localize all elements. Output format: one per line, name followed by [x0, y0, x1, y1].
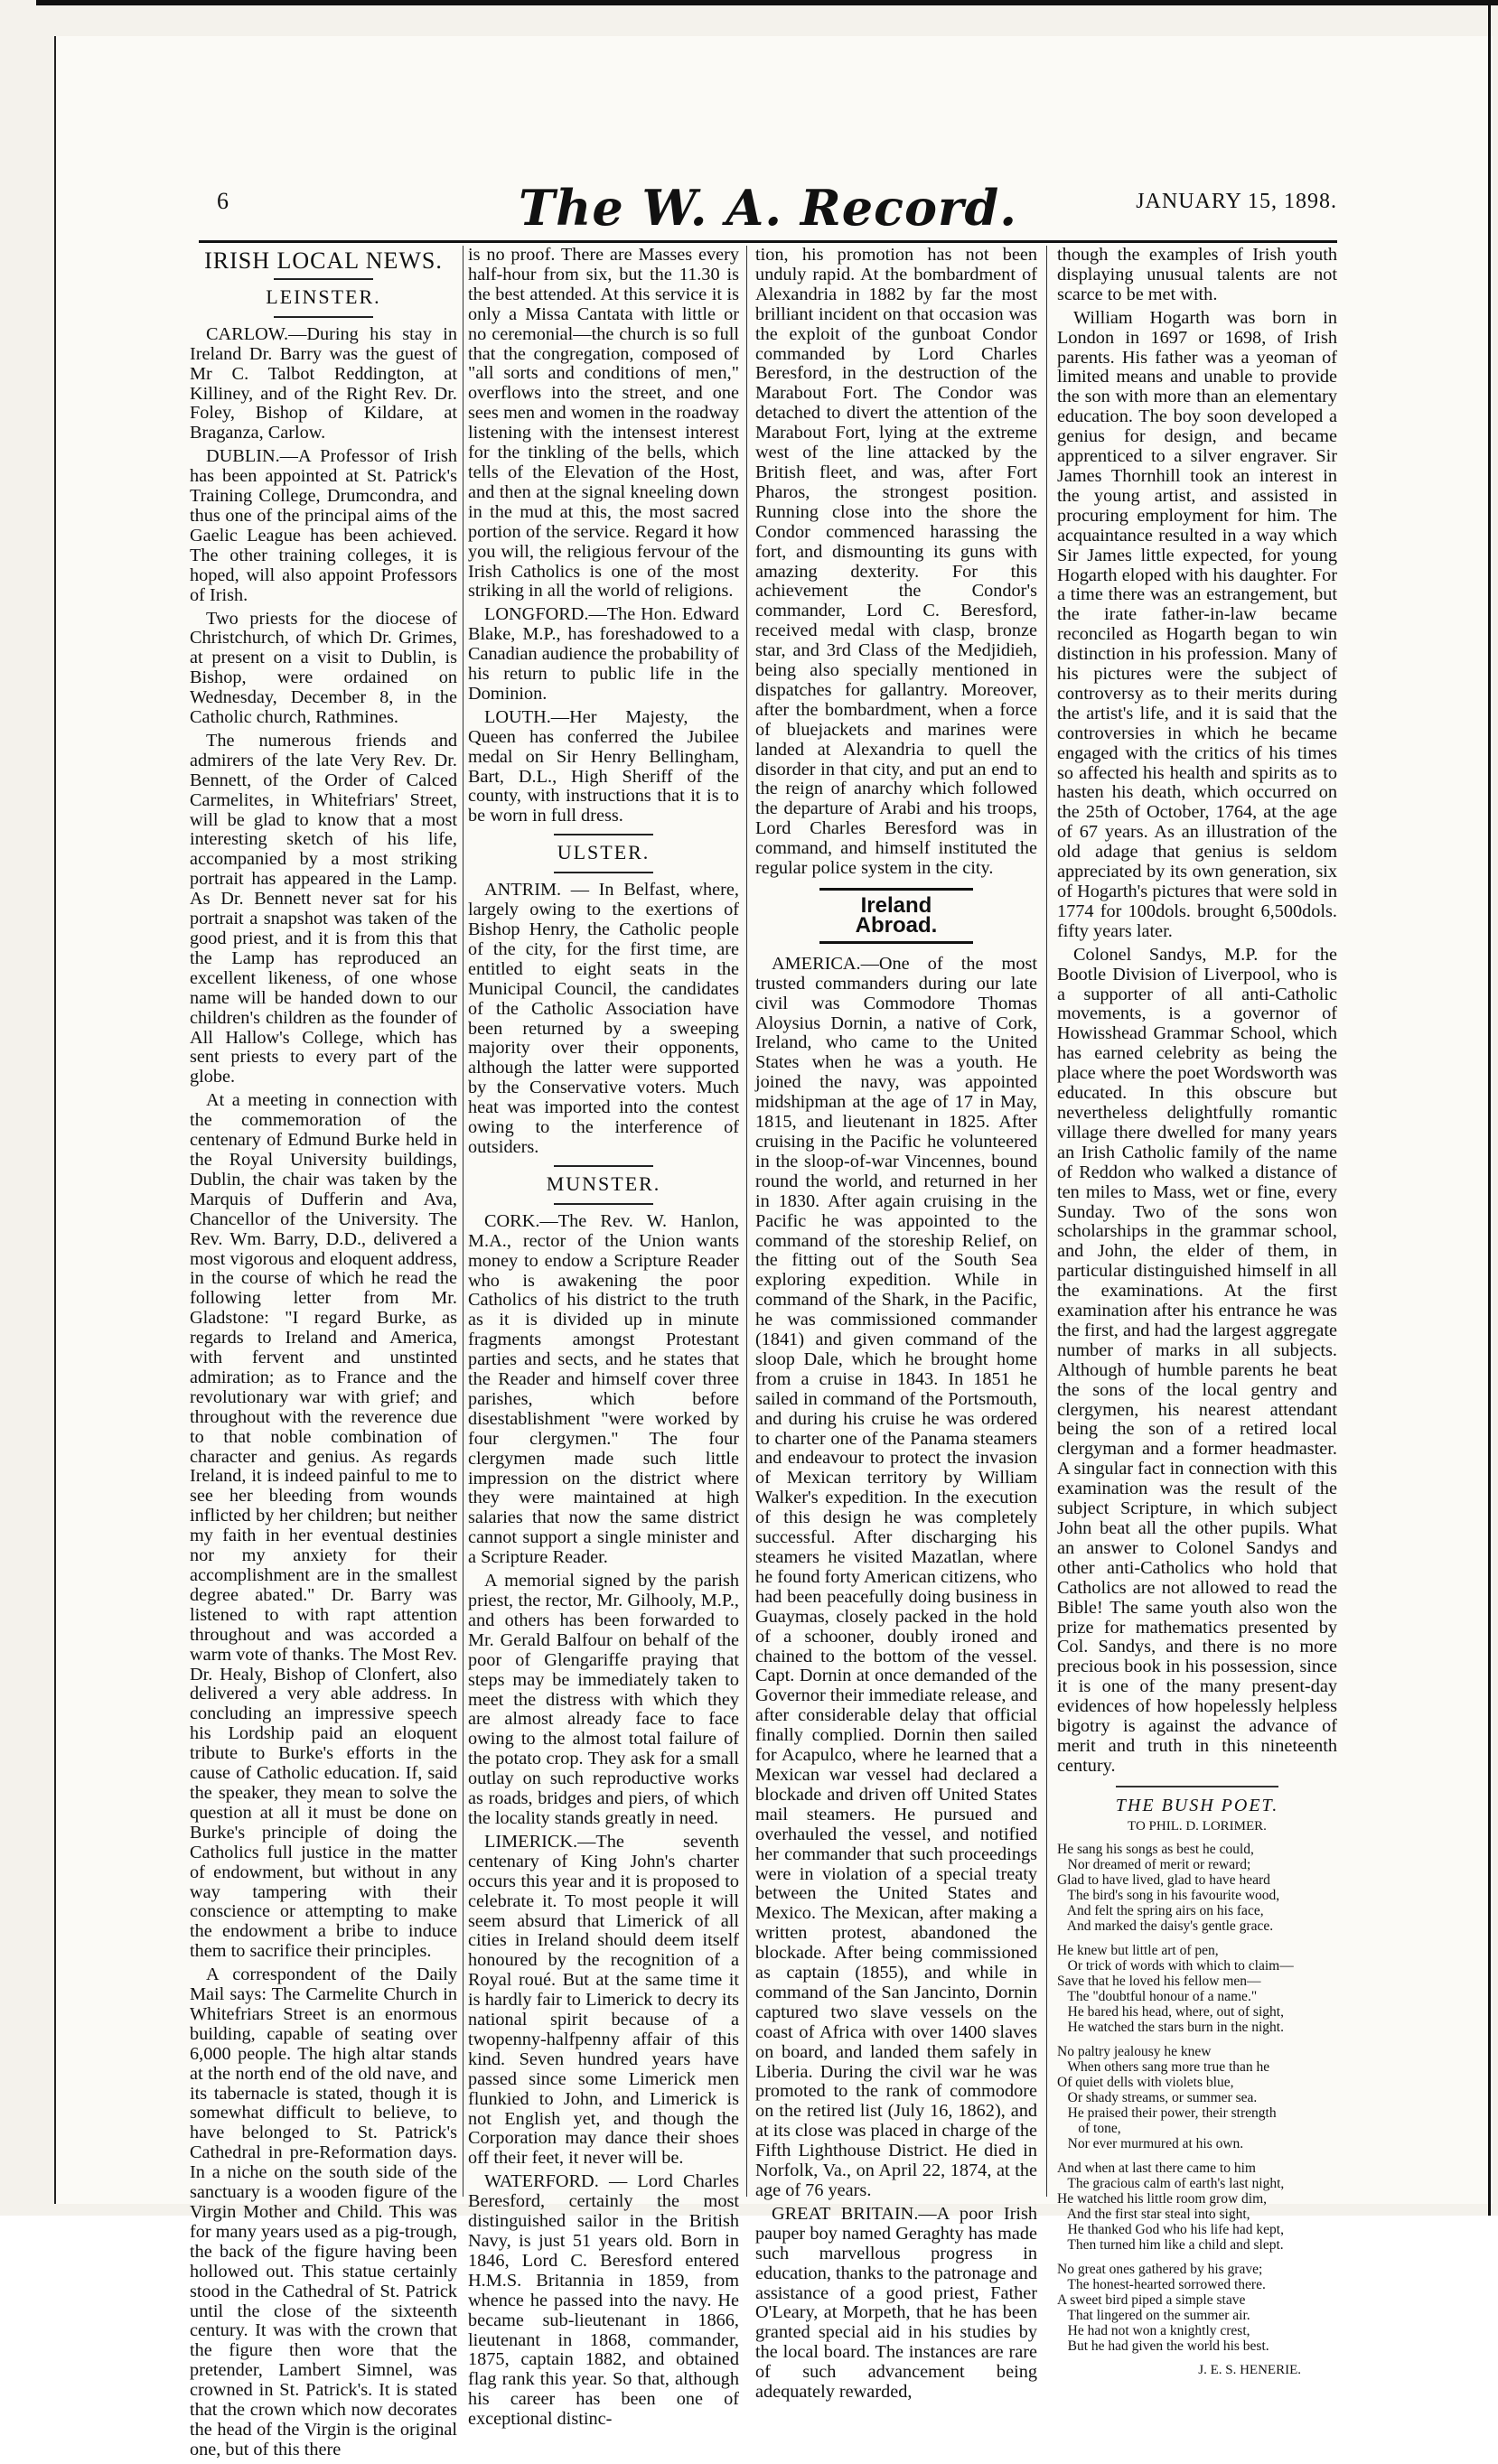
poem-line: A sweet bird piped a simple stave: [1057, 2291, 1246, 2308]
subsection-heading: MUNSTER.: [546, 1171, 661, 1195]
article-paragraph: LIMERICK.—The seventh centenary of King John's charter occurs this year and it is proposed to celebrate it. To most people it will seem absurd that Limerick of all cities in Ireland should deem itself honoured by the recognition of a Royal roué. But at the same time it is hardly fair to Limerick to decry its national spirit because of a twopenny-halfpenny affair of this kind. Seven hundred years have passed since some Limerick men flunkied to John, and Limerick is not English yet, and though the Corporation may dance their shoes off their feet, it never will be.: [468, 1831, 739, 2169]
header-rule: [199, 240, 1337, 243]
article-paragraph: AMERICA.—One of the most trusted commanders during our late civil was Commodore Thomas Aloysius Dornin, a native of Cork, Ireland, who came to the United States when he was a youth. He joined the navy, was appointed midshipman at the age of 17 in May, 1815, and lieutenant in 1825. After cruising in the Pacific he volunteered in the sloop-of-war Vincennes, bound round the world, and returned in her in 1830. After again cruising in the Pacific he was appointed to the command of the storeship Relief, on the fitting out of the South Sea exploring expedition. While in command of the Shark, in the Pacific, he was commissioned commander (1841) and given command of the sloop Dale, which he brought home from a cruise in 1843. In 1851 he sailed in command of the Portsmouth, and during his cruise he was ordered to charter one of the Panama steamers and endeavour to protect the invasion of Mexican territory by William Walker's expedition. In the execution of this design he was completely successful. After discharging his steamers he visited Mazatlan, where he found forty American citizens, who had been peacefully doing business in Guaymas, closely packed in the hold of a schooner, doubly ironed and chained to the bottom of the vessel. Capt. Dornin at once demanded of the Governor their immediate release, and after considerable delay that official finally complied. Dornin then sailed for Acapulco, where he learned that a Mexican war vessel had declared a blockade and driven off United States mail steamers. He pursued and overhauled the vessel, and notified her commander that such proceedings were in violation of a special treaty between the United States and Mexico. The Mexican, after making a written protest, abandoned the blockade. After being commissioned as captain (1855), and while in command of the San Jancinto, Dornin captured two slave vessels on the coast of Africa with over 1400 slaves on board, and landed them safely in Liberia. During the civil war he was promoted to the rank of commodore on the retired list (July 16, 1862), and at its close was placed in charge of the Fifth Lighthouse District. He died in Norfolk, Va., on April 22, 1874, at the age of 76 years.: [755, 953, 1038, 2200]
poem-line: The gracious calm of earth's last night,: [1057, 2175, 1285, 2191]
masthead-title: The W. A. Record.: [518, 179, 1018, 237]
article-paragraph: The numerous friends and admirers of the late Very Rev. Dr. Bennett, of the Order of Calced Carmelites, in Whitefriars' Street, will be glad to know that a most interesting sketch of his life, accompanied by a most striking portrait has appeared in the Lamp. As Dr. Bennett never sat for his portrait a snapshot was taken of the good priest, and it is from this that the Lamp has reproduced an excellent likeness, of one whose name will be handed down to our children's children as the founder of All Hallow's College, which has sent priests to every part of the globe.: [190, 730, 457, 1087]
article-paragraph: CARLOW.—During his stay in Ireland Dr. Barry was the guest of Mr C. Talbot Reddington, at Killiney, and of the Right Rev. Dr. Foley, Bishop of Kildare, at Braganza, Carlow.: [190, 323, 457, 443]
article-paragraph: Two priests for the diocese of Christchurch, of which Dr. Grimes, at present on a visit to Dublin, is Bishop, were ordained on Wednesday, December 8, in the Catholic church, Rathmines.: [190, 608, 457, 728]
poem-line: He watched his little room grow dim,: [1057, 2190, 1268, 2207]
poem-line: He watched the stars burn in the night.: [1057, 2019, 1284, 2035]
poem-line: That lingered on the summer air.: [1057, 2307, 1250, 2323]
article-paragraph: DUBLIN.—A Professor of Irish has been appointed at St. Patrick's Training College, Drumcondra, and thus one of the principal aims of the Gaelic League has been achieved. The other training colleges, it is hoped, will also appoint Professors of Irish.: [190, 446, 457, 605]
poem-line: And marked the daisy's gentle grace.: [1057, 1918, 1274, 1934]
scan-right-edge: [1488, 0, 1491, 2216]
poem-line: Or shady streams, or summer sea.: [1057, 2089, 1258, 2105]
poem-stanza: [1057, 2161, 1337, 2253]
article-paragraph: LOUTH.—Her Majesty, the Queen has conferred the Jubilee medal on Sir Henry Bellingham, Bart, D.L., High Sheriff of the county, with instructions that it is to be worn in full dress.: [468, 706, 739, 826]
subsection-heading: ULSTER.: [557, 841, 651, 864]
poem-line: Of quiet dells with violets blue,: [1057, 2074, 1234, 2090]
divider: [274, 316, 373, 318]
column-4: [1057, 246, 1337, 2378]
scan-top-edge: [36, 0, 1498, 5]
poem-stanza: [1057, 2262, 1337, 2354]
poem-line: The "doubtful honour of a name.": [1057, 1988, 1258, 2004]
article-paragraph: Colonel Sandys, M.P. for the Bootle Division of Liverpool, who is a supporter of all anti-Catholic movements, is a governor of Howisshead Grammar School, which has earned celebrity as being the place where the poet Wordsworth was educated. In this obscure but nevertheless delightfully romantic village there dwelled for many years an Irish Catholic family of the name of Reddon who walked a distance of ten miles to Mass, wet or fine, every Sunday. Two of the sons won scholarships in the grammar school, and John, the elder of them, in particular distinguished himself in all the examinations. At the first examination after his entrance he was the first, and had the largest aggregate number of marks in all subjects. Although of humble parents he beat the sons of the local gentry and clergymen, his nearest attendant being the son of a retired local clergyman and a former headmaster. A singular fact in connection with this examination was the result of the subject Scripture, in which subject John beat all the other pupils. What an answer to Colonel Sandys and other anti-Catholics who hold that Catholics are not allowed to read the Bible! The same youth also won the prize for mathematics presented by Col. Sandys, and there is no more precious book in his possession, since it is one of the many present-day evidences of how hopelessly helpless bigotry is against the advance of merit and truth in this nineteenth century.: [1057, 944, 1337, 1776]
poem-line: No great ones gathered by his grave;: [1057, 2261, 1263, 2277]
poem-line: When others sang more true than he: [1057, 2058, 1270, 2075]
poem: [1057, 1795, 1337, 2378]
page-number: 6: [217, 188, 229, 214]
issue-date: JANUARY 15, 1898.: [1136, 190, 1337, 213]
poem-line: Save that he loved his fellow men—: [1057, 1973, 1261, 1989]
poem-line: Or trick of words with which to claim—: [1057, 1957, 1294, 1974]
article-paragraph: CORK.—The Rev. W. Hanlon, M.A., rector of the Union wants money to endow a Scripture Reader who is awakening the poor Catholics of his district to the truth as it is divided up in minute fragments amongst Protestant parties and sects, and he states that the Reader and himself cover three parishes, which before disestablishment "were worked by four clergymen." The four clergymen made such little impression on the district where they were maintained at high salaries that now the same district cannot support a single minister and a Scripture Reader.: [468, 1210, 739, 1568]
poem-line: Nor ever murmured at his own.: [1057, 2135, 1244, 2151]
divider: [1116, 1786, 1278, 1787]
article-paragraph: A correspondent of the Daily Mail says: The Carmelite Church in Whitefriars Street is an enormous building, capable of seating over 6,000 people. The high altar stands at the north end of the old nave, and its tabernacle is stated, though it is somewhat difficult to believe, to have belonged to St. Patrick's Cathedral in pre-Reformation days. In a niche on the south side of the sanctuary is a wooden figure of the Virgin Mother and Child. This was for many years used as a pig-trough, the back of the figure having been hollowed out. This statue certainly stood in the Cathedral of St. Patrick until the close of the sixteenth century. It was with the crown that the figure then wore that the pretender, Lambert Simnel, was crowned in St. Patrick's. It is stated that the crown which now decorates the head of the Virgin is the original one, but of this there: [190, 1965, 457, 2459]
divider: [554, 1165, 653, 1167]
column-3: [755, 246, 1037, 2406]
section-heading-ireland-abroad: Ireland Abroad.: [819, 888, 973, 944]
poem-line: The bird's song in his favourite wood,: [1057, 1887, 1280, 1903]
poem-stanzas: [1057, 1842, 1337, 2354]
article-paragraph: is no proof. There are Masses every half-hour from six, but the 11.30 is the best attended. At this service it is only a Missa Cantata with little or no ceremonial—the church is so full that the congregation, composed of "all sorts and conditions of men," overflows into the street, and one sees men and women in the roadway listening with the intensest interest for the tinkling of the bells, which tells of the Elevation of the Host, and then at the signal kneeling down in the mud at this, the most sacred portion of the service. Regard it how you will, the religious fervour of the Irish Catholics is one of the most striking in all the world of religions.: [468, 245, 739, 602]
article-paragraph: tion, his promotion has not been unduly rapid. At the bombardment of Alexandria in 1882 by far the most brilliant incident on that occasion was the exploit of the gunboat Condor commanded by Lord Charles Beresford, in the destruction of the Marabout Fort. The Condor was detached to divert the attention of the Marabout Fort, lying at the extreme west of the line attacked by the British fleet, and was, after Fort Pharos, the strongest position. Running close into the shore the Condor commenced harassing the fort, and dismounting its guns with amazing dexterity. For this achievement the Condor's commander, Lord C. Beresford, received medal with clasp, bronze star, and 3rd Class of the Medjidieh, being also specially mentioned in dispatches for gallantry. Moreover, after the bombardment, when a force of bluejackets and marines were landed at Alexandria to quell the disorder in that city, and put an end to the reign of anarchy which followed the departure of Arabi and his troops, Lord Charles Beresford was in command, and himself instituted the regular police system in the city.: [755, 245, 1037, 879]
poem-line: And felt the spring airs on his face,: [1057, 1902, 1264, 1918]
poem-stanza: [1057, 2044, 1337, 2151]
divider: [554, 872, 653, 873]
poem-line: He knew but little art of pen,: [1057, 1942, 1219, 1958]
poem-line: of tone,: [1057, 2120, 1121, 2136]
article-paragraph: At a meeting in connection with the commemoration of the centenary of Edmund Burke held in the Royal University buildings, Dublin, the chair was taken by the Marquis of Dufferin and Ava, Chancellor of the University. The Rev. Wm. Barry, D.D., delivered a most vigorous and eloquent address, in the course of which he read the following letter from Mr. Gladstone: "I regard Burke, as regards to Ireland and America, with fervent and unstinted admiration; as to France and the revolutionary war with grief; and throughout with the reverence due to that noble combination of character and genius. As regards Ireland, it is indeed painful to me to see her bleeding from wounds inflicted by her children; but neither my faith in her eventual destinies nor my anxiety for their accomplishment are in the smallest degree abated." Dr. Barry was listened to with rapt attention throughout and was accorded a warm vote of thanks. The Most Rev. Dr. Healy, Bishop of Clonfert, also delivered a very able address. In concluding an impressive speech his Lordship paid an eloquent tribute to Burke's efforts in the cause of Catholic education. If, said the speaker, they mean to solve the question at all it must be done on Burke's principle of doing the Catholics full justice in the matter of endowment, but without in any way tampering with their conscience or attempting to make the endowment a bribe to induce them to sacrifice their principles.: [190, 1090, 457, 1962]
poem-line: The honest-hearted sorrowed there.: [1057, 2276, 1266, 2292]
poem-line: Nor dreamed of merit or reward;: [1057, 1856, 1251, 1872]
poem-line: He bared his head, where, out of sight,: [1057, 2003, 1284, 2020]
poem-line: No paltry jealousy he knew: [1057, 2043, 1212, 2059]
divider: [554, 834, 653, 835]
poem-stanza: [1057, 1943, 1337, 2035]
page-header: [199, 179, 1337, 237]
poem-line: He thanked God who his life had kept,: [1057, 2221, 1284, 2237]
poem-line: He sang his songs as best he could,: [1057, 1841, 1254, 1857]
column-divider: [1046, 246, 1047, 2197]
column-2: [468, 246, 739, 2433]
poem-line: Then turned him like a child and slept.: [1057, 2236, 1284, 2253]
divider: [554, 1203, 653, 1205]
article-paragraph: A memorial signed by the parish priest, the rector, Mr. Gilhooly, M.P., and others has been forwarded to Mr. Gerald Balfour on behalf of the poor of Glengariffe praying that steps may be immediately taken to meet the distress with which they are almost already face to face owing to the almost total failure of the potato crop. They ask for a small outlay on such reproductive works as roads, bridges and piers, of which the locality stands greatly in need.: [468, 1571, 739, 1828]
article-paragraph: though the examples of Irish youth displaying unusual talents are not scarce to be met with.: [1057, 245, 1337, 304]
article-paragraph: LONGFORD.—The Hon. Edward Blake, M.P., has foreshadowed to a Canadian audience the probability of his return to public life in the Dominion.: [468, 604, 739, 704]
article-paragraph: WATERFORD. — Lord Charles Beresford, certainly the most distinguished sailor in the British Navy, is just 51 years old. Born in 1846, Lord C. Beresford entered H.M.S. Britannia in 1859, from whence he passed into the navy. He became sub-lieutenant in 1866, lieutenant in 1868, commander, 1875, captain 1882, and obtained flag rank this year. So that, although his career has been one of exceptional distinc-: [468, 2171, 739, 2430]
poem-dedication: TO PHIL. D. LORIMER.: [1128, 1818, 1267, 1834]
poem-title: THE BUSH POET.: [1115, 1795, 1279, 1815]
section-heading: IRISH LOCAL NEWS.: [204, 247, 443, 274]
poem-line: He praised their power, their strength: [1057, 2105, 1277, 2121]
poem-line: But he had given the world his best.: [1057, 2338, 1269, 2354]
poem-stanza: [1057, 1842, 1337, 1934]
column-1: [190, 246, 457, 2464]
article-paragraph: William Hogarth was born in London in 1697 or 1698, of Irish parents. His father was a yeoman of limited means and unable to provide the son with more than an elementary education. The boy soon developed a genius for design, and became apprenticed to a silver engraver. Sir James Thornhill took an interest in the young artist, and assisted in procuring employment for him. The acquaintance resulted in a way which Sir James little expected, for young Hogarth eloped with his daughter. For a time there was an estrangement, but the irate father-in-law became reconciled as Hogarth began to win distinction in his profession. Many of his pictures were the subject of controversy as to their merits during the artist's life, and it is said that the controversies in which he became engaged with the critics of his times so affected his health and spirits as to hasten his death, which occurred on the 25th of October, 1764, at the age of 67 years. As an illustration of the old adage that genius is seldom appreciated by its own generation, six of Hogarth's pictures that were sold in 1774 for 100dols. brought 6,500dols. fifty years later.: [1057, 307, 1337, 941]
poem-line: Glad to have lived, glad to have heard: [1057, 1871, 1270, 1888]
divider: [274, 278, 373, 280]
column-divider: [746, 246, 747, 2197]
poem-line: And when at last there came to him: [1057, 2160, 1256, 2176]
subsection-heading: LEINSTER.: [266, 285, 381, 308]
poem-signature: J. E. S. HENERIE.: [1198, 2362, 1301, 2377]
poem-line: And the first star steal into sight,: [1057, 2206, 1250, 2222]
article-paragraph: ANTRIM. — In Belfast, where, largely owing to the exertions of Bishop Henry, the Catholic people of the city, for the first time, are entitled to eight seats in the Municipal Council, the candidates of the Catholic Association have been returned by a sweeping majority over their opponents, although the latter were supported by the Conservative voters. Much heat was imported into the contest owing to the interference of outsiders.: [468, 880, 739, 1157]
article-paragraph: GREAT BRITAIN.—A poor Irish pauper boy named Geraghty has made such marvellous progress in education, thanks to the patronage and assistance of a good priest, Father O'Leary, at Morpeth, that he has been granted special aid in his studies by the local board. The instances are rare of such advancement being adequately rewarded,: [755, 2203, 1038, 2403]
poem-line: He had not won a knightly crest,: [1057, 2322, 1250, 2338]
